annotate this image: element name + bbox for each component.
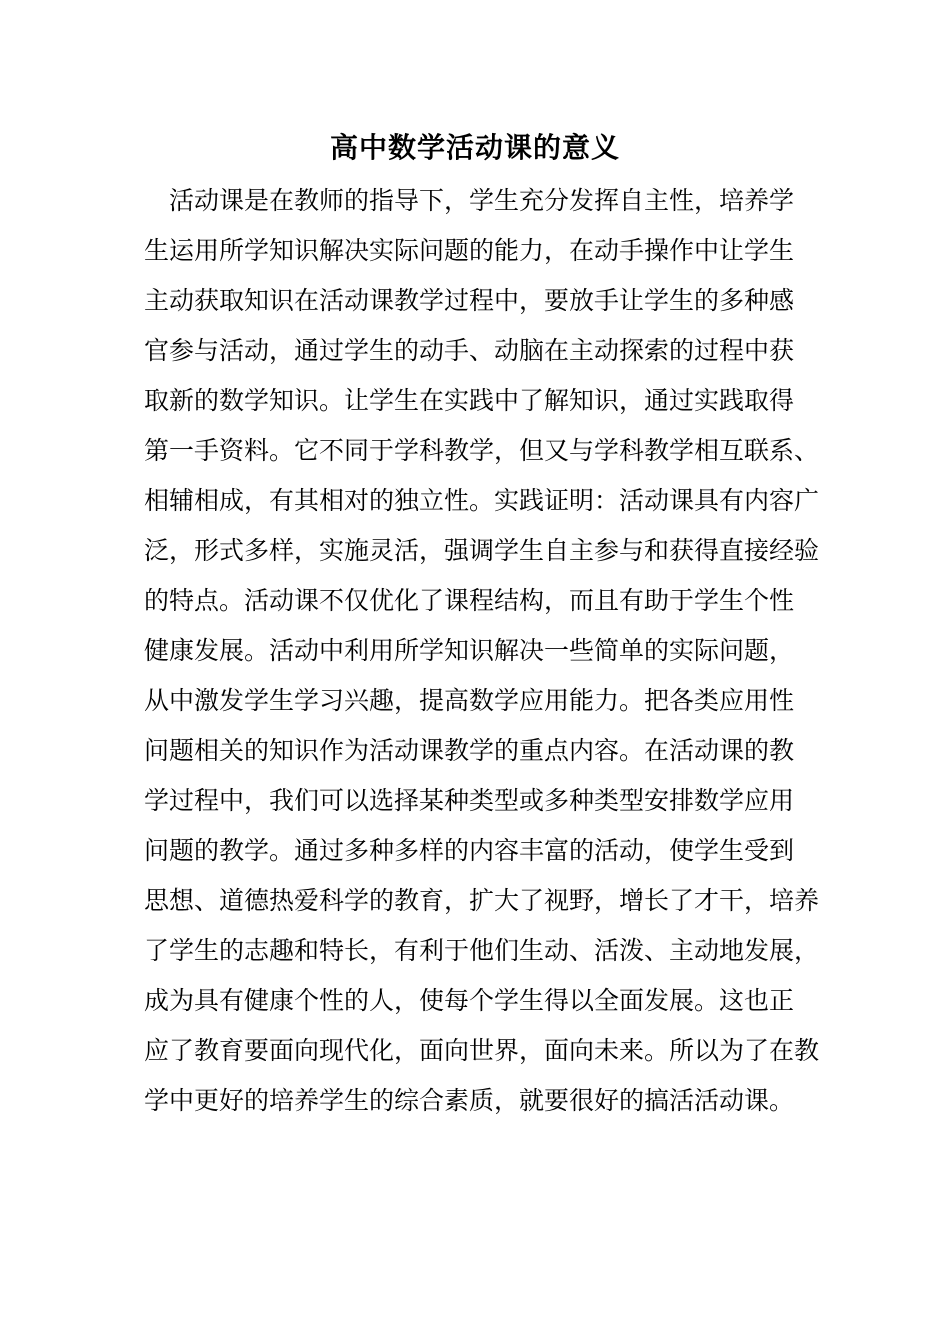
body-line-1: 活动课是在教师的指导下，学生充分发挥自主性，培养学 — [144, 186, 795, 215]
body-line-15: 思想、道德热爱科学的教育，扩大了视野，增长了才干，培养 — [144, 886, 820, 915]
body-line-12: 问题相关的知识作为活动课教学的重点内容。在活动课的教 — [144, 736, 795, 765]
body-line-16: 了学生的志趣和特长，有利于他们生动、活泼、主动地发展， — [144, 936, 820, 965]
body-line-14: 问题的教学。通过多种多样的内容丰富的活动，使学生受到 — [144, 836, 795, 865]
body-line-17: 成为具有健康个性的人，使每个学生得以全面发展。这也正 — [144, 986, 795, 1015]
body-line-9: 的特点。活动课不仅优化了课程结构，而且有助于学生个性 — [144, 586, 795, 615]
body-line-11: 从中激发学生学习兴趣，提高数学应用能力。把各类应用性 — [144, 686, 795, 715]
body-line-7: 相辅相成，有其相对的独立性。实践证明：活动课具有内容广 — [144, 486, 820, 515]
body-line-8: 泛，形式多样，实施灵活，强调学生自主参与和获得直接经验 — [144, 536, 820, 565]
body-line-18: 应了教育要面向现代化，面向世界，面向未来。所以为了在教 — [144, 1036, 820, 1065]
document-body — [144, 176, 820, 1126]
body-line-19: 学中更好的培养学生的综合素质，就要很好的搞活活动课。 — [144, 1086, 795, 1115]
body-line-4: 官参与活动，通过学生的动手、动脑在主动探索的过程中获 — [144, 336, 795, 365]
body-line-10: 健康发展。活动中利用所学知识解决一些简单的实际问题， — [144, 636, 795, 665]
body-line-5: 取新的数学知识。让学生在实践中了解知识，通过实践取得 — [144, 386, 795, 415]
document-title: 高中数学活动课的意义 — [329, 131, 620, 164]
body-line-3: 主动获取知识在活动课教学过程中，要放手让学生的多种感 — [144, 286, 795, 315]
body-line-6: 第一手资料。它不同于学科教学，但又与学科教学相互联系、 — [144, 436, 820, 465]
body-line-2: 生运用所学知识解决实际问题的能力，在动手操作中让学生 — [144, 236, 795, 265]
body-line-13: 学过程中，我们可以选择某种类型或多种类型安排数学应用 — [144, 786, 795, 815]
